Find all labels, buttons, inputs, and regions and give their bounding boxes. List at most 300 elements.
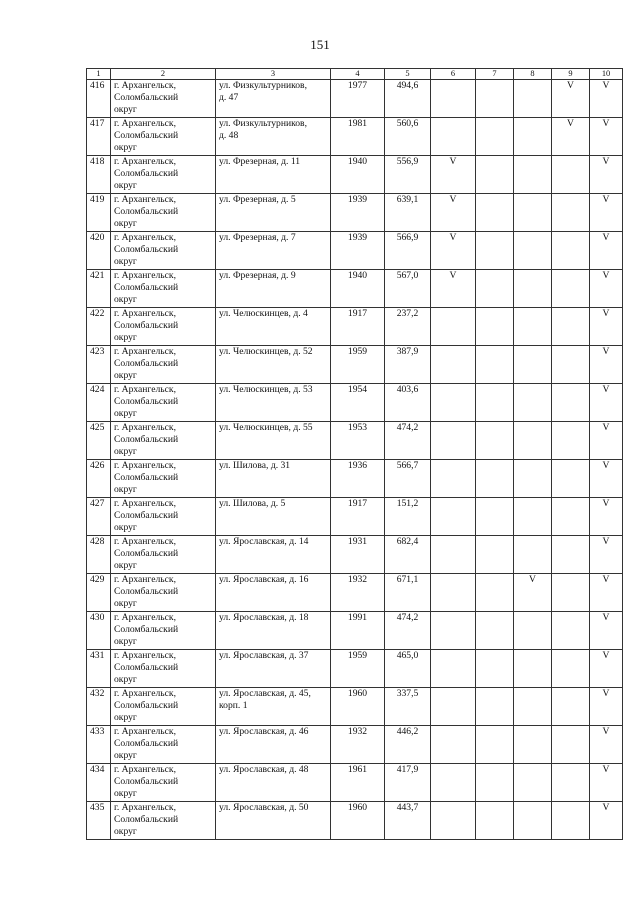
address-cell bbox=[216, 498, 331, 536]
area-cell: 566,9 bbox=[385, 232, 431, 270]
area-cell: 237,2 bbox=[385, 308, 431, 346]
location-cell-line: г. Архангельск, bbox=[114, 688, 176, 699]
address-cell bbox=[216, 688, 331, 726]
table-row bbox=[87, 612, 623, 650]
location-cell bbox=[111, 802, 216, 840]
mark-cell-8 bbox=[514, 612, 552, 650]
year-cell: 1931 bbox=[331, 536, 385, 574]
location-cell-line: округ bbox=[114, 256, 137, 267]
address-cell bbox=[216, 118, 331, 156]
location-cell-line: округ bbox=[114, 788, 137, 799]
row-number-cell: 429 bbox=[87, 574, 111, 612]
mark-cell-6 bbox=[431, 498, 476, 536]
mark-cell-6 bbox=[431, 460, 476, 498]
location-cell-line: г. Архангельск, bbox=[114, 384, 176, 395]
mark-cell-8 bbox=[514, 764, 552, 802]
location-cell-line: Соломбальский bbox=[114, 320, 179, 331]
location-cell-line: г. Архангельск, bbox=[114, 460, 176, 471]
row-number-cell: 420 bbox=[87, 232, 111, 270]
address-cell-line: ул. Фрезерная, д. 5 bbox=[219, 194, 296, 205]
mark-cell-10: V bbox=[590, 460, 623, 498]
year-cell: 1961 bbox=[331, 764, 385, 802]
area-cell: 556,9 bbox=[385, 156, 431, 194]
area-cell: 639,1 bbox=[385, 194, 431, 232]
location-cell-line: Соломбальский bbox=[114, 548, 179, 559]
area-cell: 337,5 bbox=[385, 688, 431, 726]
location-cell-line: Соломбальский bbox=[114, 244, 179, 255]
column-header: 9 bbox=[552, 69, 590, 80]
column-header: 7 bbox=[476, 69, 514, 80]
area-cell: 387,9 bbox=[385, 346, 431, 384]
year-cell: 1960 bbox=[331, 688, 385, 726]
location-cell-line: г. Архангельск, bbox=[114, 726, 176, 737]
location-cell-line: округ bbox=[114, 104, 137, 115]
location-cell-line: округ bbox=[114, 446, 137, 457]
address-cell-line: ул. Фрезерная, д. 7 bbox=[219, 232, 296, 243]
location-cell-line: г. Архангельск, bbox=[114, 80, 176, 91]
mark-cell-9 bbox=[552, 764, 590, 802]
mark-cell-6: V bbox=[431, 270, 476, 308]
address-cell-line: ул. Физкультурников, bbox=[219, 80, 307, 91]
row-number-cell: 434 bbox=[87, 764, 111, 802]
location-cell-line: Соломбальский bbox=[114, 282, 179, 293]
location-cell-line: Соломбальский bbox=[114, 434, 179, 445]
address-cell bbox=[216, 650, 331, 688]
year-cell: 1940 bbox=[331, 156, 385, 194]
mark-cell-6 bbox=[431, 384, 476, 422]
mark-cell-10: V bbox=[590, 498, 623, 536]
mark-cell-9 bbox=[552, 802, 590, 840]
location-cell-line: округ bbox=[114, 522, 137, 533]
mark-cell-7 bbox=[476, 498, 514, 536]
table-row bbox=[87, 764, 623, 802]
location-cell bbox=[111, 346, 216, 384]
year-cell: 1991 bbox=[331, 612, 385, 650]
mark-cell-9 bbox=[552, 536, 590, 574]
mark-cell-7 bbox=[476, 308, 514, 346]
table-row bbox=[87, 726, 623, 764]
mark-cell-6 bbox=[431, 80, 476, 118]
mark-cell-8 bbox=[514, 650, 552, 688]
area-cell: 682,4 bbox=[385, 536, 431, 574]
row-number-cell: 430 bbox=[87, 612, 111, 650]
mark-cell-10: V bbox=[590, 270, 623, 308]
mark-cell-9 bbox=[552, 688, 590, 726]
address-cell bbox=[216, 422, 331, 460]
year-cell: 1917 bbox=[331, 308, 385, 346]
location-cell-line: Соломбальский bbox=[114, 130, 179, 141]
location-cell bbox=[111, 118, 216, 156]
page-number: 151 bbox=[310, 37, 330, 52]
location-cell bbox=[111, 422, 216, 460]
location-cell-line: Соломбальский bbox=[114, 624, 179, 635]
mark-cell-6 bbox=[431, 726, 476, 764]
location-cell bbox=[111, 384, 216, 422]
year-cell: 1932 bbox=[331, 726, 385, 764]
location-cell-line: Соломбальский bbox=[114, 92, 179, 103]
address-cell bbox=[216, 346, 331, 384]
mark-cell-9 bbox=[552, 384, 590, 422]
location-cell-line: округ bbox=[114, 484, 137, 495]
mark-cell-8 bbox=[514, 384, 552, 422]
mark-cell-6: V bbox=[431, 194, 476, 232]
table-header-row bbox=[87, 69, 623, 80]
location-cell-line: г. Архангельск, bbox=[114, 346, 176, 357]
mark-cell-9 bbox=[552, 650, 590, 688]
address-cell bbox=[216, 156, 331, 194]
area-cell: 443,7 bbox=[385, 802, 431, 840]
mark-cell-7 bbox=[476, 764, 514, 802]
mark-cell-10: V bbox=[590, 536, 623, 574]
location-cell-line: Соломбальский bbox=[114, 700, 179, 711]
table-row bbox=[87, 308, 623, 346]
mark-cell-10: V bbox=[590, 574, 623, 612]
mark-cell-10: V bbox=[590, 346, 623, 384]
mark-cell-6 bbox=[431, 612, 476, 650]
area-cell: 446,2 bbox=[385, 726, 431, 764]
address-cell-line: ул. Ярославская, д. 18 bbox=[219, 612, 309, 623]
area-cell: 151,2 bbox=[385, 498, 431, 536]
location-cell-line: г. Архангельск, bbox=[114, 308, 176, 319]
table-row bbox=[87, 80, 623, 118]
mark-cell-8 bbox=[514, 536, 552, 574]
location-cell bbox=[111, 498, 216, 536]
mark-cell-8 bbox=[514, 460, 552, 498]
location-cell-line: Соломбальский bbox=[114, 738, 179, 749]
mark-cell-6: V bbox=[431, 232, 476, 270]
address-cell-line: ул. Фрезерная, д. 9 bbox=[219, 270, 296, 281]
address-cell-line: корп. 1 bbox=[219, 700, 248, 711]
location-cell-line: г. Архангельск, bbox=[114, 650, 176, 661]
mark-cell-9 bbox=[552, 726, 590, 764]
table-row bbox=[87, 118, 623, 156]
mark-cell-7 bbox=[476, 80, 514, 118]
location-cell-line: г. Архангельск, bbox=[114, 802, 176, 813]
location-cell-line: округ bbox=[114, 332, 137, 343]
mark-cell-6 bbox=[431, 118, 476, 156]
location-cell-line: Соломбальский bbox=[114, 814, 179, 825]
mark-cell-6 bbox=[431, 346, 476, 384]
mark-cell-7 bbox=[476, 270, 514, 308]
row-number-cell: 427 bbox=[87, 498, 111, 536]
mark-cell-10: V bbox=[590, 650, 623, 688]
mark-cell-7 bbox=[476, 156, 514, 194]
location-cell-line: Соломбальский bbox=[114, 776, 179, 787]
mark-cell-9 bbox=[552, 232, 590, 270]
address-cell-line: ул. Фрезерная, д. 11 bbox=[219, 156, 301, 167]
mark-cell-8 bbox=[514, 346, 552, 384]
location-cell-line: г. Архангельск, bbox=[114, 612, 176, 623]
address-cell-line: ул. Челюскинцев, д. 53 bbox=[219, 384, 313, 395]
mark-cell-7 bbox=[476, 802, 514, 840]
address-cell bbox=[216, 802, 331, 840]
column-header: 2 bbox=[111, 69, 216, 80]
mark-cell-7 bbox=[476, 346, 514, 384]
area-cell: 474,2 bbox=[385, 612, 431, 650]
row-number-cell: 417 bbox=[87, 118, 111, 156]
location-cell bbox=[111, 688, 216, 726]
address-cell bbox=[216, 194, 331, 232]
year-cell: 1939 bbox=[331, 232, 385, 270]
row-number-cell: 433 bbox=[87, 726, 111, 764]
location-cell bbox=[111, 726, 216, 764]
mark-cell-6 bbox=[431, 574, 476, 612]
row-number-cell: 422 bbox=[87, 308, 111, 346]
table-row bbox=[87, 688, 623, 726]
location-cell-line: г. Архангельск, bbox=[114, 270, 176, 281]
address-cell-line: ул. Ярославская, д. 50 bbox=[219, 802, 309, 813]
address-cell bbox=[216, 536, 331, 574]
location-cell bbox=[111, 460, 216, 498]
location-cell-line: г. Архангельск, bbox=[114, 422, 176, 433]
location-cell bbox=[111, 612, 216, 650]
mark-cell-9: V bbox=[552, 80, 590, 118]
mark-cell-9 bbox=[552, 194, 590, 232]
mark-cell-6: V bbox=[431, 156, 476, 194]
mark-cell-8 bbox=[514, 80, 552, 118]
area-cell: 417,9 bbox=[385, 764, 431, 802]
table-row bbox=[87, 460, 623, 498]
address-cell bbox=[216, 80, 331, 118]
location-cell-line: округ bbox=[114, 636, 137, 647]
table-row bbox=[87, 422, 623, 460]
year-cell: 1960 bbox=[331, 802, 385, 840]
mark-cell-6 bbox=[431, 688, 476, 726]
location-cell-line: г. Архангельск, bbox=[114, 498, 176, 509]
column-header: 3 bbox=[216, 69, 331, 80]
address-cell bbox=[216, 270, 331, 308]
table-row bbox=[87, 270, 623, 308]
column-header: 4 bbox=[331, 69, 385, 80]
location-cell-line: округ bbox=[114, 180, 137, 191]
location-cell-line: Соломбальский bbox=[114, 662, 179, 673]
row-number-cell: 426 bbox=[87, 460, 111, 498]
mark-cell-10: V bbox=[590, 194, 623, 232]
area-cell: 560,6 bbox=[385, 118, 431, 156]
address-cell-line: ул. Челюскинцев, д. 55 bbox=[219, 422, 313, 433]
location-cell bbox=[111, 194, 216, 232]
mark-cell-9 bbox=[552, 308, 590, 346]
location-cell bbox=[111, 650, 216, 688]
table-row bbox=[87, 156, 623, 194]
year-cell: 1954 bbox=[331, 384, 385, 422]
row-number-cell: 424 bbox=[87, 384, 111, 422]
mark-cell-9 bbox=[552, 270, 590, 308]
mark-cell-7 bbox=[476, 422, 514, 460]
mark-cell-6 bbox=[431, 802, 476, 840]
mark-cell-6 bbox=[431, 764, 476, 802]
address-cell bbox=[216, 726, 331, 764]
mark-cell-8 bbox=[514, 156, 552, 194]
location-cell-line: округ bbox=[114, 598, 137, 609]
address-cell-line: ул. Ярославская, д. 48 bbox=[219, 764, 309, 775]
row-number-cell: 428 bbox=[87, 536, 111, 574]
row-number-cell: 421 bbox=[87, 270, 111, 308]
table-row bbox=[87, 384, 623, 422]
area-cell: 567,0 bbox=[385, 270, 431, 308]
column-header: 5 bbox=[385, 69, 431, 80]
row-number-cell: 435 bbox=[87, 802, 111, 840]
location-cell-line: г. Архангельск, bbox=[114, 156, 176, 167]
mark-cell-10: V bbox=[590, 118, 623, 156]
area-cell: 474,2 bbox=[385, 422, 431, 460]
location-cell-line: Соломбальский bbox=[114, 586, 179, 597]
table-row bbox=[87, 232, 623, 270]
mark-cell-9 bbox=[552, 422, 590, 460]
mark-cell-6 bbox=[431, 536, 476, 574]
mark-cell-8 bbox=[514, 422, 552, 460]
location-cell bbox=[111, 308, 216, 346]
column-header: 10 bbox=[590, 69, 623, 80]
location-cell-line: округ bbox=[114, 294, 137, 305]
mark-cell-8: V bbox=[514, 574, 552, 612]
year-cell: 1939 bbox=[331, 194, 385, 232]
year-cell: 1981 bbox=[331, 118, 385, 156]
mark-cell-8 bbox=[514, 232, 552, 270]
mark-cell-10: V bbox=[590, 156, 623, 194]
table-row bbox=[87, 346, 623, 384]
mark-cell-8 bbox=[514, 802, 552, 840]
year-cell: 1959 bbox=[331, 346, 385, 384]
location-cell-line: округ bbox=[114, 370, 137, 381]
address-cell-line: ул. Шилова, д. 31 bbox=[219, 460, 291, 471]
column-header: 6 bbox=[431, 69, 476, 80]
table-row bbox=[87, 802, 623, 840]
mark-cell-8 bbox=[514, 308, 552, 346]
location-cell-line: Соломбальский bbox=[114, 472, 179, 483]
year-cell: 1959 bbox=[331, 650, 385, 688]
address-cell-line: д. 48 bbox=[219, 130, 239, 141]
address-cell bbox=[216, 232, 331, 270]
mark-cell-10: V bbox=[590, 384, 623, 422]
mark-cell-8 bbox=[514, 270, 552, 308]
mark-cell-10: V bbox=[590, 688, 623, 726]
address-cell bbox=[216, 764, 331, 802]
address-cell-line: ул. Ярославская, д. 16 bbox=[219, 574, 309, 585]
location-cell bbox=[111, 232, 216, 270]
mark-cell-10: V bbox=[590, 422, 623, 460]
year-cell: 1917 bbox=[331, 498, 385, 536]
area-cell: 494,6 bbox=[385, 80, 431, 118]
row-number-cell: 416 bbox=[87, 80, 111, 118]
area-cell: 566,7 bbox=[385, 460, 431, 498]
row-number-cell: 418 bbox=[87, 156, 111, 194]
location-cell-line: округ bbox=[114, 750, 137, 761]
mark-cell-10: V bbox=[590, 764, 623, 802]
location-cell-line: Соломбальский bbox=[114, 206, 179, 217]
address-cell-line: ул. Шилова, д. 5 bbox=[219, 498, 286, 509]
location-cell bbox=[111, 156, 216, 194]
mark-cell-7 bbox=[476, 460, 514, 498]
address-cell bbox=[216, 574, 331, 612]
mark-cell-9 bbox=[552, 574, 590, 612]
mark-cell-7 bbox=[476, 612, 514, 650]
mark-cell-8 bbox=[514, 498, 552, 536]
location-cell-line: Соломбальский bbox=[114, 358, 179, 369]
row-number-cell: 419 bbox=[87, 194, 111, 232]
table-row bbox=[87, 498, 623, 536]
row-number-cell: 423 bbox=[87, 346, 111, 384]
address-cell-line: ул. Ярославская, д. 45, bbox=[219, 688, 311, 699]
mark-cell-7 bbox=[476, 118, 514, 156]
address-cell-line: ул. Ярославская, д. 46 bbox=[219, 726, 309, 737]
location-cell-line: Соломбальский bbox=[114, 396, 179, 407]
mark-cell-9 bbox=[552, 156, 590, 194]
mark-cell-6 bbox=[431, 650, 476, 688]
address-cell-line: ул. Челюскинцев, д. 52 bbox=[219, 346, 313, 357]
mark-cell-6 bbox=[431, 308, 476, 346]
year-cell: 1936 bbox=[331, 460, 385, 498]
table-row bbox=[87, 536, 623, 574]
mark-cell-10: V bbox=[590, 80, 623, 118]
table-row bbox=[87, 650, 623, 688]
row-number-cell: 431 bbox=[87, 650, 111, 688]
location-cell bbox=[111, 764, 216, 802]
address-cell-line: ул. Челюскинцев, д. 4 bbox=[219, 308, 308, 319]
location-cell-line: г. Архангельск, bbox=[114, 536, 176, 547]
location-cell-line: округ bbox=[114, 408, 137, 419]
location-cell bbox=[111, 270, 216, 308]
mark-cell-9 bbox=[552, 460, 590, 498]
mark-cell-9 bbox=[552, 346, 590, 384]
mark-cell-6 bbox=[431, 422, 476, 460]
row-number-cell: 432 bbox=[87, 688, 111, 726]
mark-cell-10: V bbox=[590, 726, 623, 764]
row-number-cell: 425 bbox=[87, 422, 111, 460]
year-cell: 1932 bbox=[331, 574, 385, 612]
address-cell bbox=[216, 308, 331, 346]
location-cell-line: округ bbox=[114, 712, 137, 723]
location-cell-line: г. Архангельск, bbox=[114, 232, 176, 243]
table-row bbox=[87, 194, 623, 232]
mark-cell-7 bbox=[476, 536, 514, 574]
mark-cell-7 bbox=[476, 574, 514, 612]
mark-cell-7 bbox=[476, 194, 514, 232]
housing-table bbox=[86, 68, 623, 840]
location-cell-line: г. Архангельск, bbox=[114, 194, 176, 205]
area-cell: 465,0 bbox=[385, 650, 431, 688]
address-cell bbox=[216, 384, 331, 422]
mark-cell-7 bbox=[476, 726, 514, 764]
mark-cell-8 bbox=[514, 688, 552, 726]
mark-cell-9: V bbox=[552, 118, 590, 156]
mark-cell-7 bbox=[476, 688, 514, 726]
mark-cell-7 bbox=[476, 650, 514, 688]
location-cell-line: округ bbox=[114, 674, 137, 685]
location-cell-line: Соломбальский bbox=[114, 168, 179, 179]
mark-cell-8 bbox=[514, 194, 552, 232]
location-cell-line: округ bbox=[114, 218, 137, 229]
mark-cell-9 bbox=[552, 498, 590, 536]
location-cell-line: округ bbox=[114, 826, 137, 837]
table-row bbox=[87, 574, 623, 612]
address-cell-line: ул. Ярославская, д. 14 bbox=[219, 536, 309, 547]
mark-cell-10: V bbox=[590, 232, 623, 270]
year-cell: 1953 bbox=[331, 422, 385, 460]
area-cell: 403,6 bbox=[385, 384, 431, 422]
column-header: 8 bbox=[514, 69, 552, 80]
location-cell bbox=[111, 536, 216, 574]
location-cell-line: г. Архангельск, bbox=[114, 764, 176, 775]
location-cell bbox=[111, 574, 216, 612]
address-cell bbox=[216, 460, 331, 498]
location-cell-line: округ bbox=[114, 560, 137, 571]
mark-cell-9 bbox=[552, 612, 590, 650]
address-cell-line: ул. Ярославская, д. 37 bbox=[219, 650, 309, 661]
mark-cell-8 bbox=[514, 726, 552, 764]
location-cell-line: округ bbox=[114, 142, 137, 153]
mark-cell-7 bbox=[476, 384, 514, 422]
